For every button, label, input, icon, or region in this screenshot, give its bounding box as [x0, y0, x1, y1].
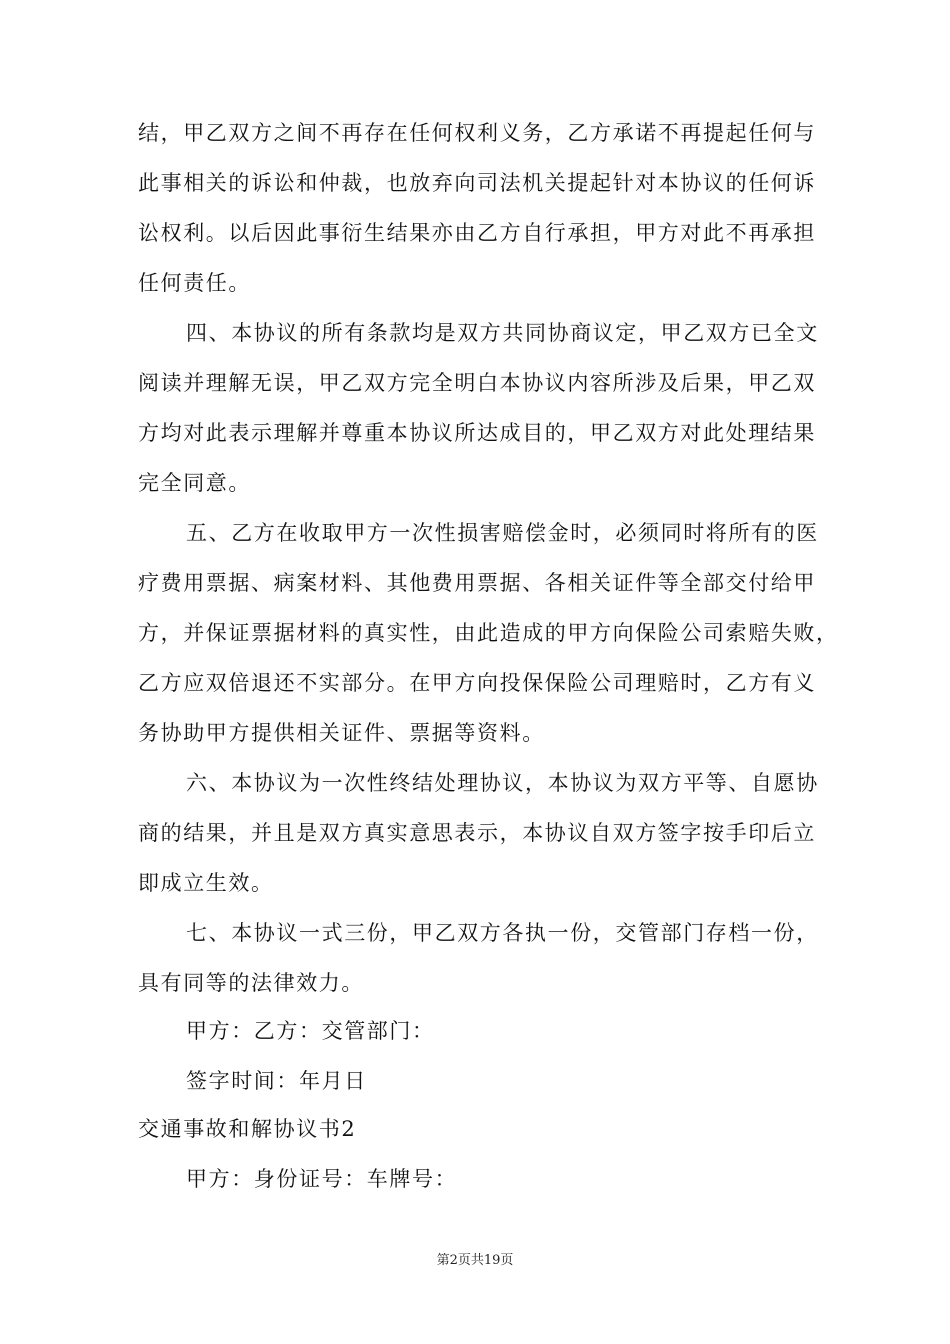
clause-five-start: 五、乙方在收取甲方一次性损害赔偿金时，必须同时将所有的医 [186, 521, 819, 545]
text-line: 方，并保证票据材料的真实性，由此造成的甲方向保险公司索赔失败， [138, 621, 839, 645]
text-line: 具有同等的法律效力。 [138, 971, 364, 995]
clause-four-start: 四、本协议的所有条款均是双方共同协商议定，甲乙双方已全文 [186, 321, 819, 345]
clause-seven-start: 七、本协议一式三份，甲乙双方各执一份，交管部门存档一份， [186, 921, 819, 945]
text-line: 乙方应双倍退还不实部分。在甲方向投保保险公司理赔时，乙方有义 [138, 671, 816, 695]
page-number-footer: 第2页共19页 [436, 1253, 514, 1268]
text-line: 务协助甲方提供相关证件、票据等资料。 [138, 721, 545, 745]
text-line: 任何责任。 [138, 271, 251, 295]
text-line: 完全同意。 [138, 471, 251, 495]
section-title: 交通事故和解协议书2 [138, 1117, 357, 1141]
text-line: 方均对此表示理解并尊重本协议所达成目的，甲乙双方对此处理结果 [138, 421, 816, 445]
signature-date: 签字时间：年月日 [186, 1069, 367, 1093]
text-line: 讼权利。以后因此事衍生结果亦由乙方自行承担，甲方对此不再承担 [138, 221, 816, 245]
text-line: 阅读并理解无误，甲乙双方完全明白本协议内容所涉及后果，甲乙双 [138, 371, 816, 395]
signature-parties: 甲方：乙方：交管部门： [186, 1019, 435, 1043]
text-line: 即成立生效。 [138, 871, 274, 895]
party-a-info: 甲方：身份证号：车牌号： [186, 1167, 458, 1191]
text-line: 此事相关的诉讼和仲裁，也放弃向司法机关提起针对本协议的任何诉 [138, 171, 816, 195]
text-line: 疗费用票据、病案材料、其他费用票据、各相关证件等全部交付给甲 [138, 571, 816, 595]
text-line: 结，甲乙双方之间不再存在任何权利义务，乙方承诺不再提起任何与 [138, 121, 816, 145]
clause-six-start: 六、本协议为一次性终结处理协议，本协议为双方平等、自愿协 [186, 771, 819, 795]
text-line: 商的结果，并且是双方真实意思表示，本协议自双方签字按手印后立 [138, 821, 816, 845]
